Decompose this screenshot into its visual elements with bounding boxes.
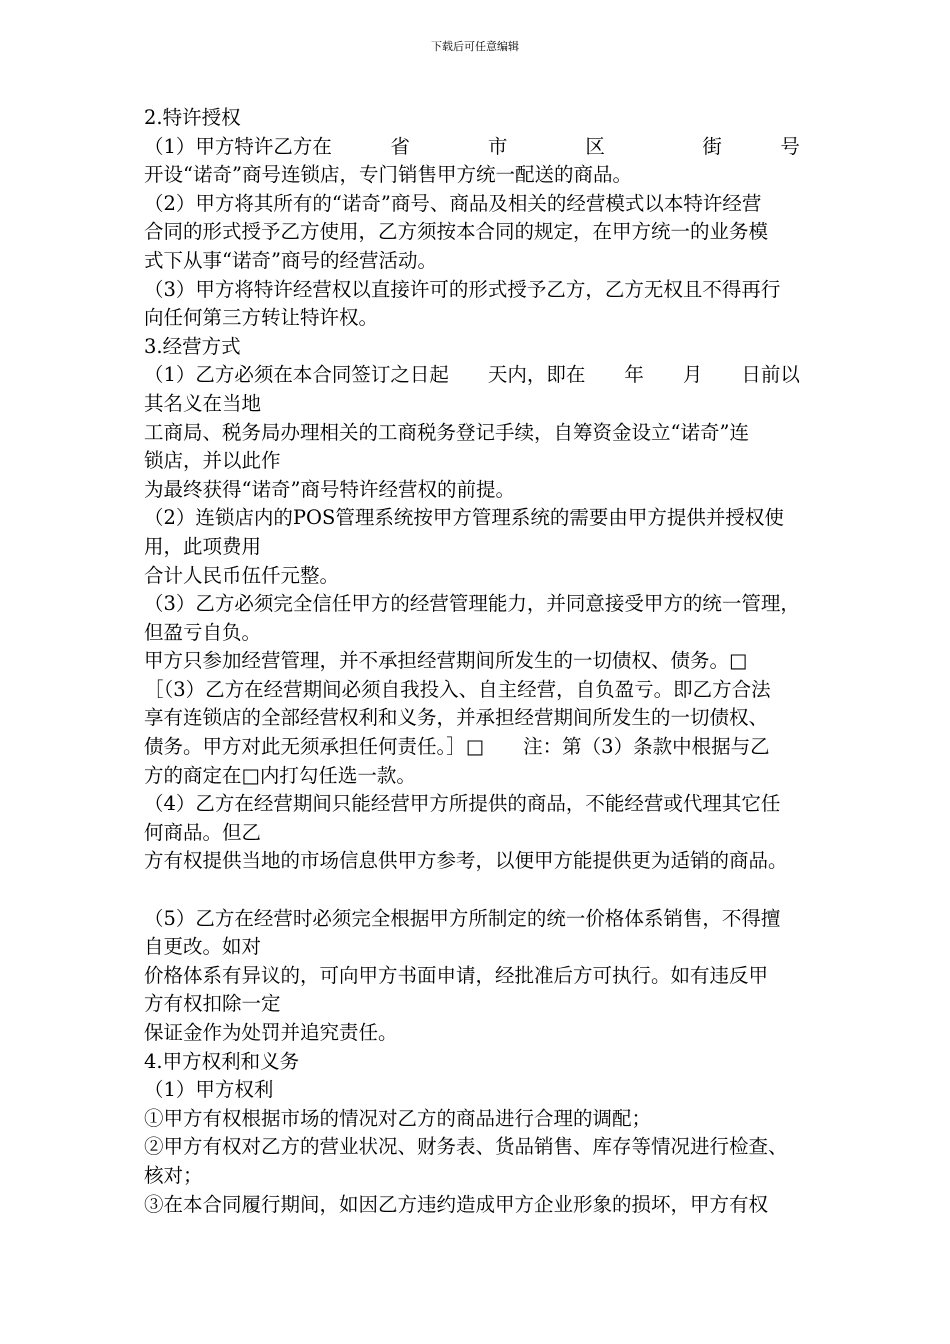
text-line: 2.特许授权 — [144, 106, 241, 129]
text-line: 锁店，并以此作 — [144, 449, 281, 473]
text-line: （4）乙方在经营期间只能经营甲方所提供的商品，不能经营或代理其它任 — [144, 792, 781, 816]
text-line: （5）乙方在经营时必须完全根据甲方所制定的统一价格体系销售，不得擅 — [144, 906, 781, 930]
text-line: 债务。甲方对此无须承担任何责任。］□ 注：第（3）条款中根据与乙 — [144, 735, 770, 759]
text-line: （1）甲方特许乙方在 省 市 区 街 号 — [144, 134, 800, 158]
text-line: 甲方只参加经营管理，并不承担经营期间所发生的一切债权、债务。□ — [144, 649, 748, 673]
text-line: 开设“诺奇”商号连锁店，专门销售甲方统一配送的商品。 — [144, 163, 632, 187]
text-line: 保证金作为处罚并追究责任。 — [144, 1021, 398, 1044]
text-line: （2）甲方将其所有的“诺奇”商号、商品及相关的经营模式以本特许经营 — [144, 191, 762, 215]
text-line: （3）乙方必须完全信任甲方的经营管理能力，并同意接受甲方的统一管理， — [144, 592, 800, 616]
page-header: 下载后可任意编辑 — [431, 40, 519, 53]
text-line: （3）甲方将特许经营权以直接许可的形式授予乙方，乙方无权且不得再行 — [144, 277, 781, 301]
text-line: ［（3）乙方在经营期间必须自我投入、自主经营，自负盈亏。即乙方合法 — [144, 677, 771, 701]
text-line: （2）连锁店内的POS管理系统按甲方管理系统的需要由甲方提供并授权使 — [144, 506, 784, 530]
text-line: 何商品。但乙 — [144, 820, 262, 844]
text-line: 方有权扣除一定 — [144, 992, 281, 1016]
text-line: 合计人民币伍仟元整。 — [144, 563, 340, 587]
text-line: 3.经营方式 — [144, 334, 241, 358]
text-line: 方的商定在□内打勾任选一款。 — [144, 763, 416, 787]
text-line: ①甲方有权根据市场的情况对乙方的商品进行合理的调配； — [144, 1106, 652, 1130]
text-line: 享有连锁店的全部经营权利和义务，并承担经营期间所发生的一切债权、 — [144, 706, 769, 730]
text-line: 其名义在当地 — [144, 391, 262, 415]
text-line: 合同的形式授予乙方使用，乙方须按本合同的规定，在甲方统一的业务模 — [144, 220, 769, 244]
text-line: （1）甲方权利 — [144, 1078, 274, 1102]
text-line: （1）乙方必须在本合同签订之日起 天内，即在 年 月 日前以 — [144, 363, 800, 387]
text-line: 方有权提供当地的市场信息供甲方参考，以便甲方能提供更为适销的商品。 — [144, 849, 788, 873]
text-line: ③在本合同履行期间，如因乙方违约造成甲方企业形象的损坏，甲方有权 — [144, 1192, 769, 1216]
document-body — [144, 104, 884, 1219]
text-line: 式下从事“诺奇”商号的经营活动。 — [144, 248, 437, 272]
text-line: 但盈亏自负。 — [144, 620, 262, 644]
text-line: 自更改。如对 — [144, 935, 262, 959]
text-line: 向任何第三方转让特许权。 — [144, 306, 379, 330]
text-line: 为最终获得“诺奇”商号特许经营权的前提。 — [144, 477, 515, 501]
text-line — [144, 876, 884, 905]
text-line: 工商局、税务局办理相关的工商税务登记手续，自筹资金设立“诺奇”连 — [144, 420, 749, 444]
text-line: 价格体系有异议的，可向甲方书面申请，经批准后方可执行。如有违反甲 — [144, 963, 769, 987]
text-line: 核对； — [144, 1163, 203, 1187]
text-line: ②甲方有权对乙方的营业状况、财务表、货品销售、库存等情况进行检查、 — [144, 1135, 788, 1159]
text-line: 4.甲方权利和义务 — [144, 1049, 300, 1073]
text-line: 用，此项费用 — [144, 534, 262, 558]
